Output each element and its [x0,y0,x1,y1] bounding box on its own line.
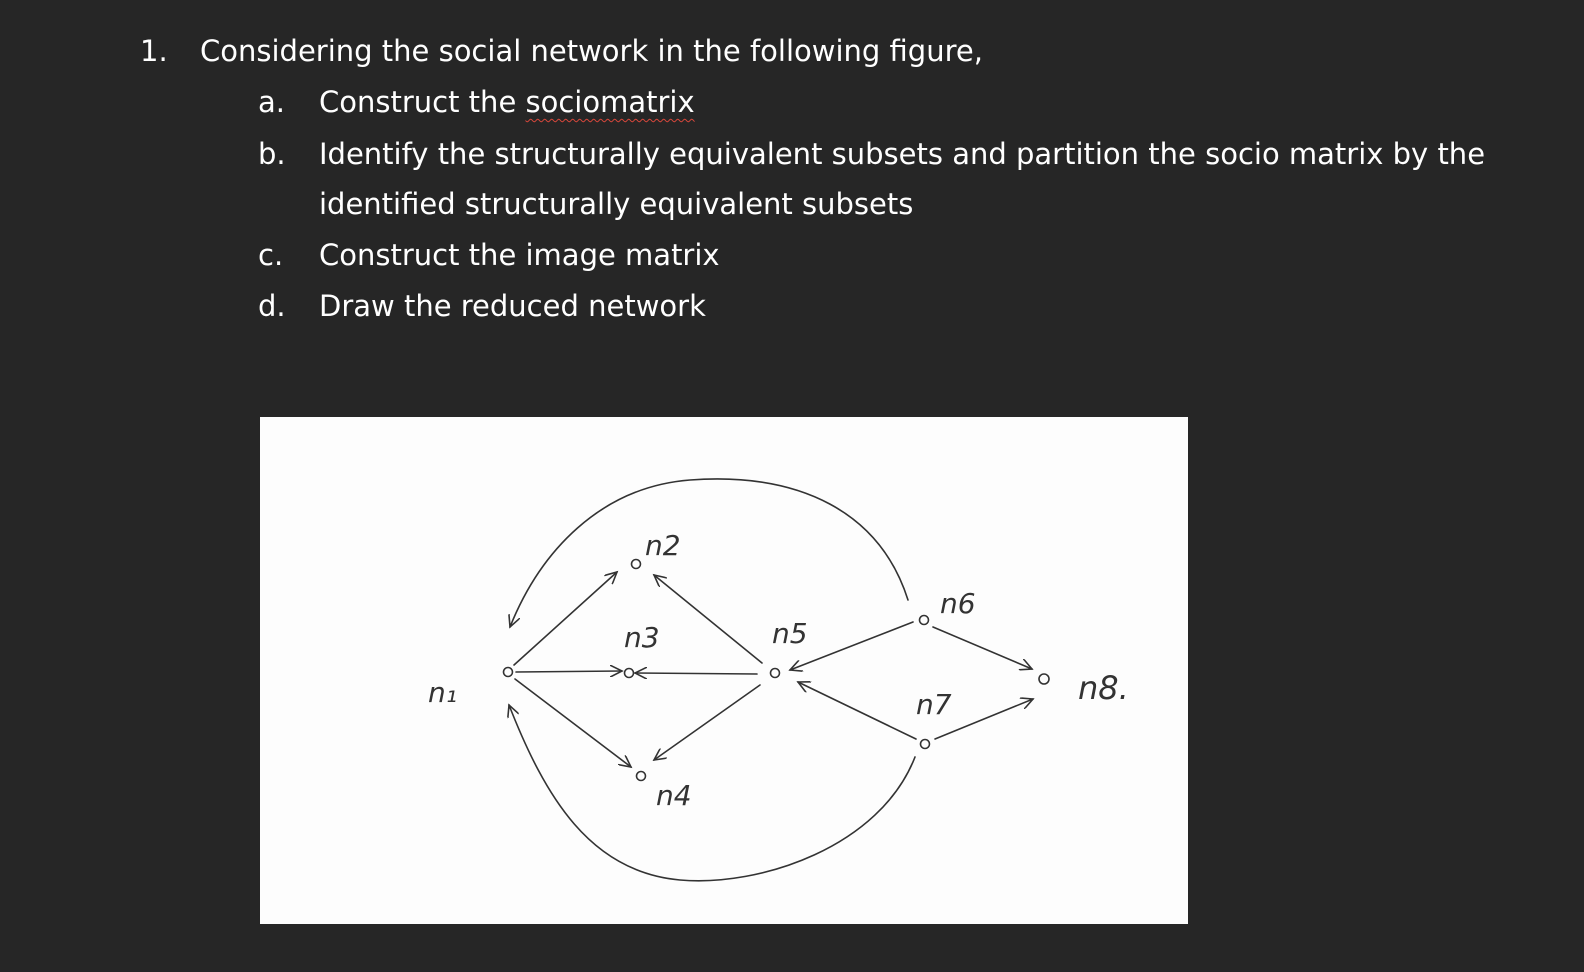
node-n2 [632,560,641,569]
node-n7 [921,740,930,749]
subquestion-letter: c. [258,238,284,272]
label-n5: n5 [772,617,808,650]
node-n5 [771,669,780,678]
subquestion-text-part: Construct the [319,85,526,119]
edge-n6-n8 [933,627,1032,669]
network-diagram [260,417,1188,924]
label-n3: n3 [624,621,660,654]
subquestion-text: Construct the image matrix [319,238,720,272]
subquestion-letter: a. [258,85,285,119]
question-number: 1. [140,34,168,68]
node-n3 [625,669,634,678]
subquestion-text: Draw the reduced network [319,289,706,323]
label-n2: n2 [645,529,681,562]
edge-n6-n5 [790,622,913,670]
node-n6 [920,616,929,625]
edge-n7-n1 [509,705,915,881]
subquestion-text: Identify the structurally equivalent subsets and partition the socio matrix by the identified structurally equivalent subsets [319,137,1486,221]
node-n8 [1039,674,1049,684]
label-n7: n7 [916,688,952,721]
edge-n1-n3 [516,671,622,672]
question-text: Considering the social network in the following figure, [200,34,983,68]
edge-n6-n1 [510,479,908,627]
label-n1: n₁ [428,676,457,709]
edge-n5-n4 [654,685,760,760]
node-n4 [637,772,646,781]
edge-n1-n4 [515,679,631,767]
network-figure [260,417,1188,924]
label-n6: n6 [940,587,976,620]
edge-n5-n3 [635,673,757,674]
edge-n7-n5 [798,682,916,739]
subquestion-text [319,77,1539,127]
label-n4: n4 [656,779,692,812]
node-n1 [504,668,513,677]
subquestion-letter: d. [258,289,286,323]
label-n8: n8. [1078,669,1129,707]
spellcheck-flagged-word: sociomatrix [525,85,695,119]
edge-n5-n2 [654,575,762,663]
subquestion-letter: b. [258,137,286,171]
